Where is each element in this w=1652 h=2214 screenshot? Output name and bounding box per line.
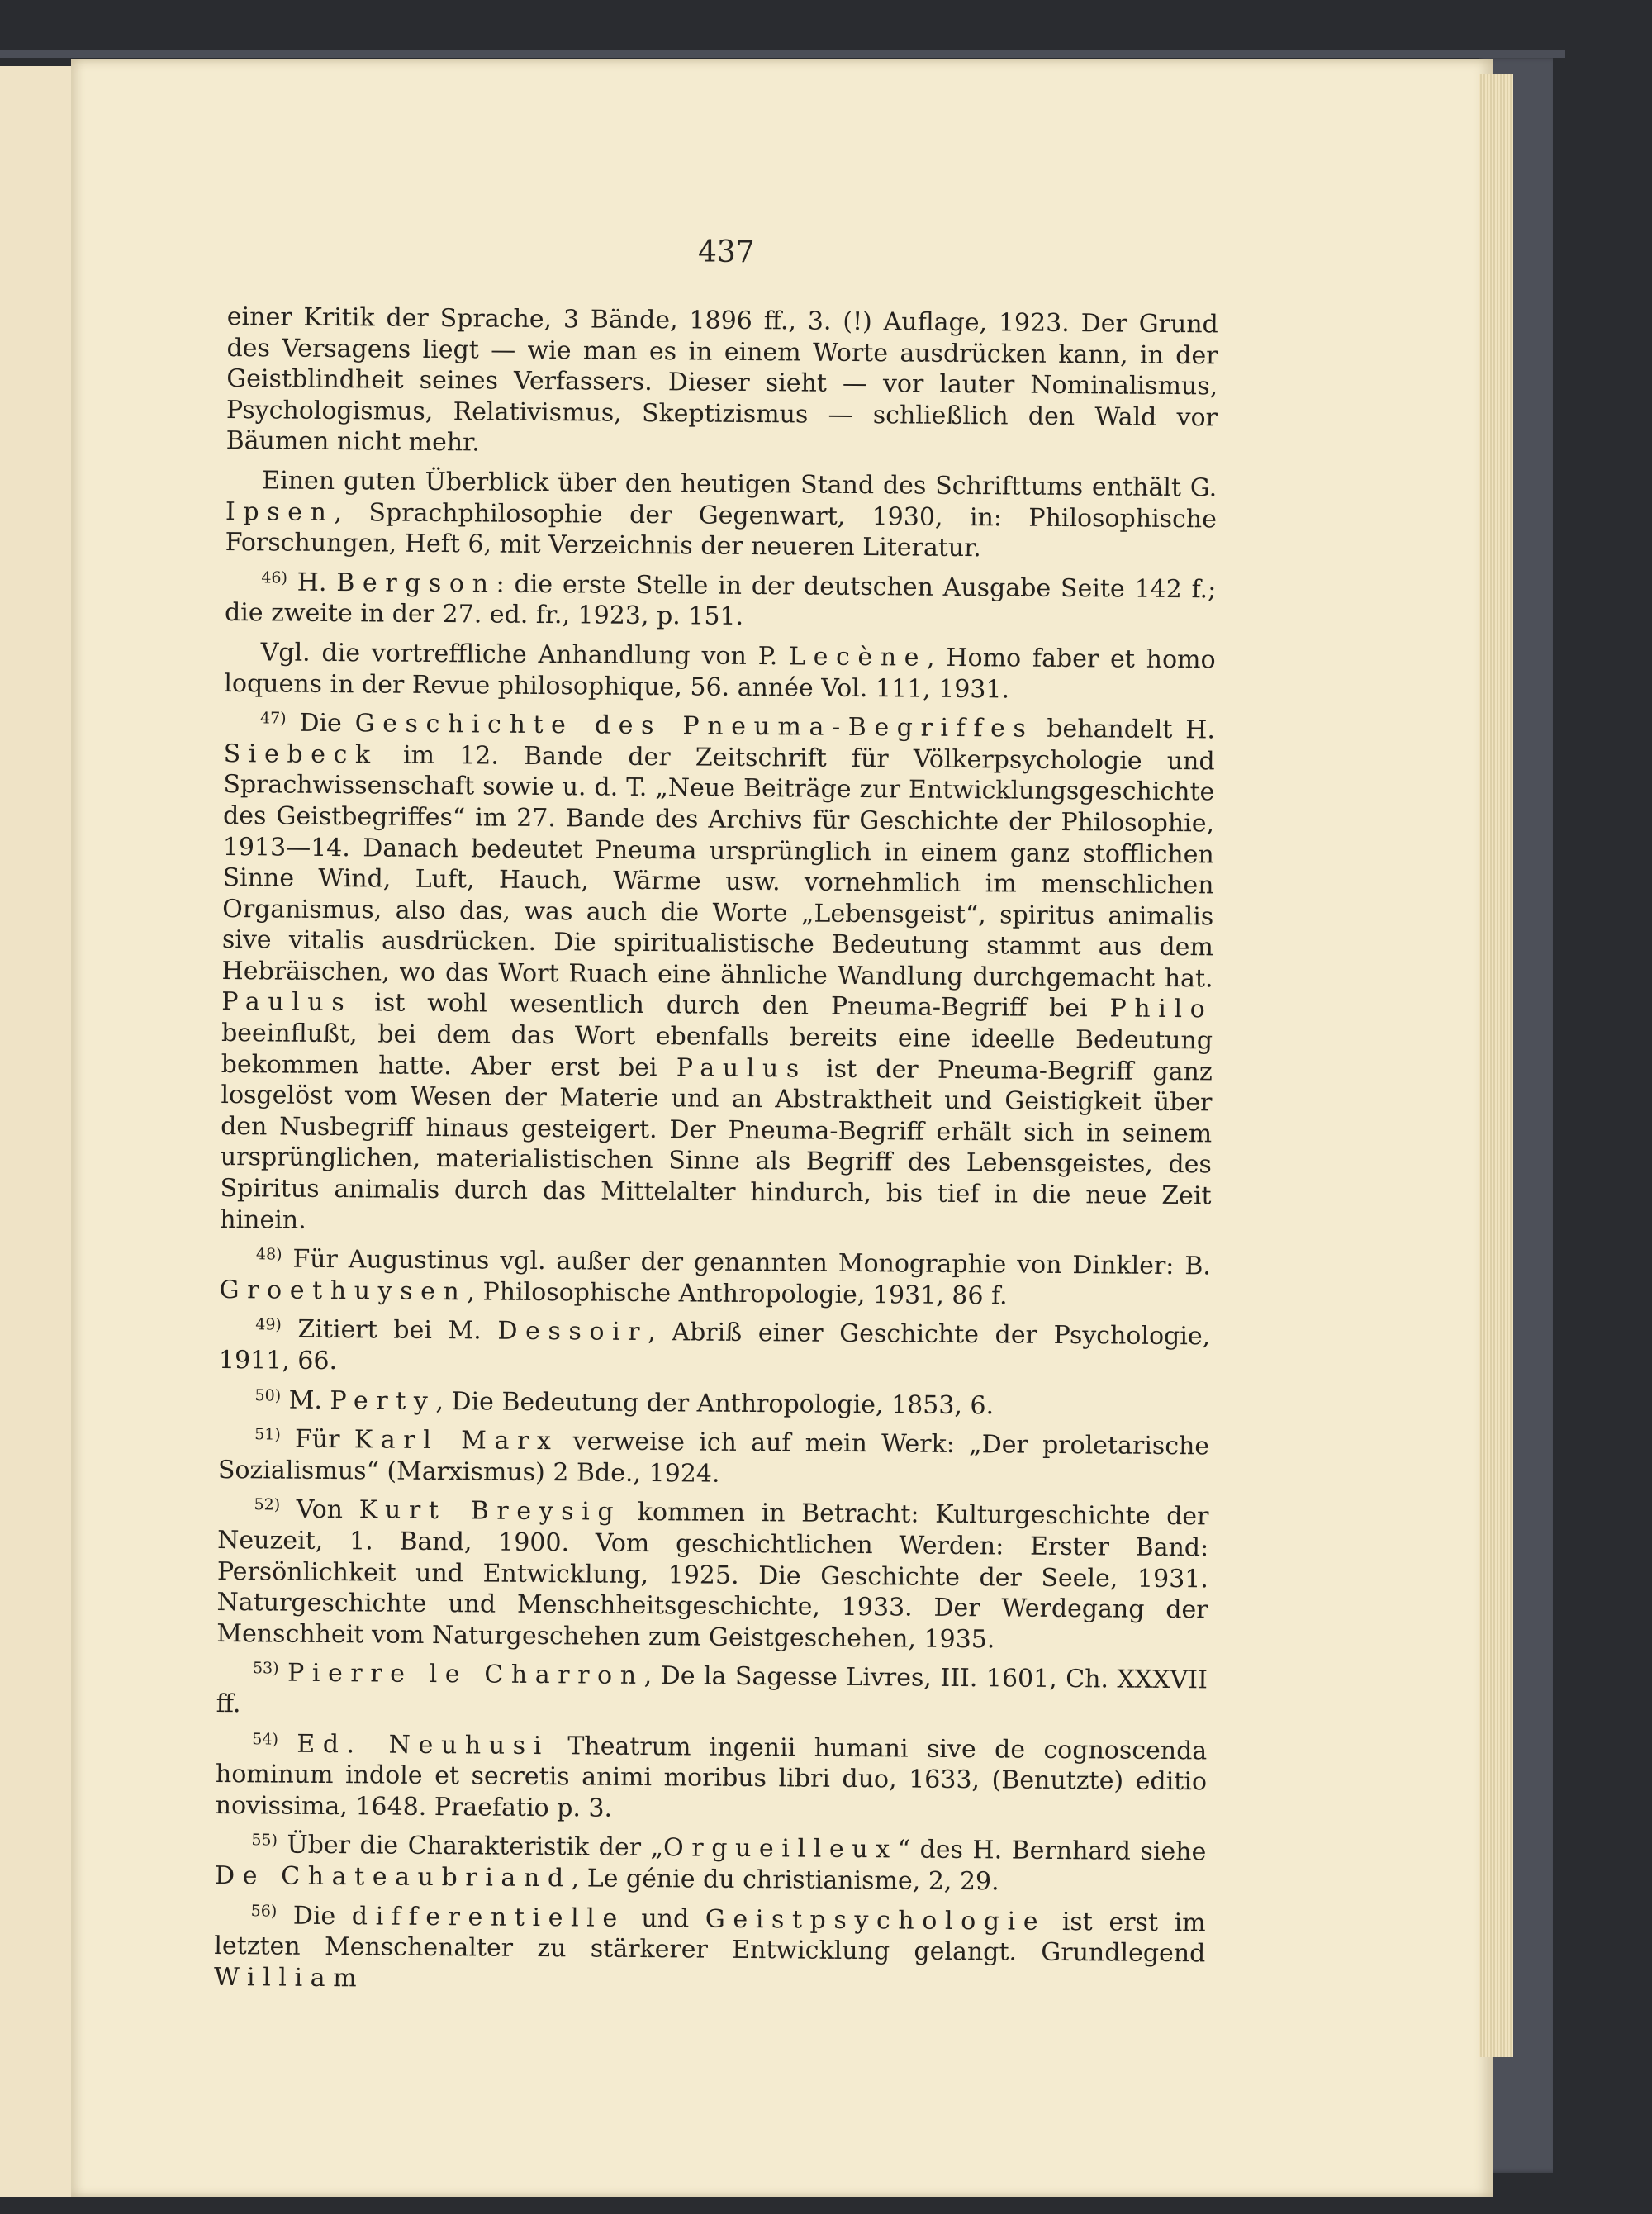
text-run: , Abriß einer Geschichte der Psychologie, 1911, 66. [218,1318,1211,1376]
spaced-name: William [213,1962,365,1993]
footnote-marker: 53) [252,1659,279,1678]
paragraph [225,465,1218,566]
spaced-name: Bergson [336,568,496,599]
book-cover-top-edge [0,50,1565,58]
text-run: ist der Pneuma-Begriff ganz losgelöst vom Wesen der Materie und an Abstraktheit und Geistigkeit über den Nusbegriff hinaus gesteigert. Der Pneuma-Begriff erhält sich in seinem ursprünglichen, materialistischen Sinne als Begriff des Lebensgeistes, des Spiritus animalis durch das Mittelalter hindurch, bis tief in die neue Zeit hinein. [220,1054,1213,1235]
text-run: Theatrum ingenii humani sive de cognoscenda hominum indole et secretis animi moribus libri duo, 1633, (Benutzte) editio novissima, 1648. Praefatio p. 3. [215,1731,1208,1823]
spaced-name: differentielle [351,1901,625,1933]
paragraph [224,637,1216,707]
footnote-46 [225,567,1217,637]
spaced-name: Paulus [676,1052,807,1084]
spaced-name: Philo [1109,994,1213,1024]
spaced-name: Perty [330,1385,436,1416]
footnote-marker: 56) [250,1901,278,1921]
page-fore-edge [1479,74,1513,2057]
footnote-48 [219,1243,1211,1314]
text-run: ist erst im letzten Menschenalter zu stärkerer Entwicklung gelangt. Grundlegend [214,1907,1206,1969]
text-run: Die [277,1901,353,1931]
page-number: 437 [698,235,755,269]
footnote-marker: 47) [259,709,287,728]
footnote-marker: 46) [261,568,288,587]
spaced-name: Ipsen [225,496,335,527]
footnote-52 [216,1494,1208,1656]
spaced-name: Geistpsychologie [705,1904,1047,1936]
spaced-name: Lecène [789,642,928,672]
spaced-name: Geschichte des Pneuma-Begriffes [354,709,1034,744]
text-run: kommen in Betracht: Kulturgeschichte der Neuzeit, 1. Band, 1900. Vom geschichtlichen Werden: Erster Band: Persönlichkeit und Entwicklung, 1925. Die Geschichte der Seele, 1931. Naturgeschichte und Menschheitsgeschichte, 1933. Der Werdegang der Menschheit vom Naturgeschehen zum Geistgeschehen, 1935. [216,1498,1209,1655]
footnote-marker: 48) [255,1245,282,1264]
spaced-name: Paulus [221,987,353,1018]
text-run: , Philosophische Anthropologie, 1931, 86 f. [467,1277,1008,1311]
footnote-56 [214,1899,1206,2000]
spaced-name: De Chateaubriand [214,1860,572,1893]
spaced-name: Kurt Breysig [358,1495,622,1527]
text-run: , De la Sagesse Livres, III. 1601, Ch. XXXVII ff. [216,1661,1208,1719]
text-run [278,1729,297,1758]
text-run: Über die Charakteristik der „ [277,1830,664,1863]
text-run: H. [287,568,337,597]
footnote-marker: 55) [251,1831,278,1850]
footnote-marker: 51) [254,1425,281,1444]
footnote-marker: 50) [254,1385,282,1405]
spaced-name: Groethuysen [219,1275,468,1307]
text-run: , Die Bedeutung der Anthropologie, 1853, 6. [435,1386,995,1420]
footnote-51 [218,1423,1210,1494]
footnote-marker: 49) [255,1315,282,1334]
text-run: Die [286,708,355,739]
spaced-name: Orgueilleux [662,1833,898,1865]
spaced-name: Ed. Neuhusi [297,1729,550,1760]
text-run: und [624,1903,705,1934]
footnote-54 [216,1727,1208,1828]
text-run: , Le génie du christianisme, 2, 29. [571,1864,999,1897]
text-run: Für Augustinus vgl. außer der genannten Monographie von Dinkler: B. [282,1244,1211,1281]
text-run: Vgl. die vortreffliche Anhandlung von P. [260,638,790,672]
footnote-50 [218,1385,1209,1423]
text-run: verweise ich auf mein Werk: „Der proletarische Sozialismus“ (Marxismus) 2 Bde., 1924. [217,1427,1210,1489]
spaced-name: Dessoir [497,1317,648,1347]
text-run: M. [281,1385,330,1415]
paragraph [226,302,1218,464]
text-run: beeinflußt, bei dem das Wort ebenfalls bereits eine ideelle Bedeutung bekommen hatte. Aber erst bei [221,1019,1213,1082]
text-run: , Homo faber et homo loquens in der Revue philosophique, 56. année Vol. 111, 1931. [224,643,1216,704]
text-run: Von [279,1494,359,1525]
text-run: ist wohl wesentlich durch den Pneuma-Begriff bei [352,988,1110,1024]
text-run [278,1659,287,1688]
text-run: , Sprachphilosophie der Gegenwart, 1930, in: Philosophische Forschungen, Heft 6, mit Verzeichnis der neueren Literatur. [225,497,1218,563]
footnote-text-block [214,302,1218,2009]
text-run: Zitiert bei M. [281,1314,498,1347]
text-run: Für [280,1424,354,1455]
text-run: einer Kritik der Sprache, 3 Bände, 1896 ff., 3. (!) Auflage, 1923. Der Grund des Versagens liegt — wie man es in einem Worte ausdrücken kann, in der Geistblindheit seines Verfassers. Dieser sieht — vor lauter Nominalismus, Psychologismus, Relativismus, Skeptizismus — schließlich den Wald vor Bäumen nicht mehr. [225,302,1218,458]
footnote-marker: 54) [252,1729,279,1749]
previous-page-edge [0,66,76,2197]
spaced-name: Siebeck [223,739,378,770]
footnote-49 [219,1314,1211,1384]
text-run: Einen guten Überblick über den heutigen Stand des Schrifttums enthält G. [262,466,1218,503]
footnote-53 [216,1657,1208,1727]
text-run: : die erste Stelle in der deutschen Ausgabe Seite 142 f.; die zweite in der 27. ed. fr., 1923, p. 151. [224,569,1217,632]
footnote-marker: 52) [254,1495,281,1514]
text-run: behandelt H. [1033,714,1216,745]
text-run: im 12. Bande der Zeitschrift für Völkerpsychologie und Sprachwissenschaft sowie u. d. T. „Neue Beiträge zur Entwicklungsgeschichte des Geistbegriffes“ im 27. Bande des Archivs für Geschichte der Philosophie, 1913—14. Danach bedeutet Pneuma ursprünglich in einem ganz stofflichen Sinne Wind, Luft, Hauch, Wärme usw. vornehmlich im menschlichen Organismus, also das, was auch die Worte „Lebensgeist“, spiritus animalis sive vitalis ausdrücken. Die spiritualistische Bedeutung stammt aus dem Hebräischen, wo das Wort Ruach eine ähnliche Wandlung durchgemacht hat. [221,740,1215,994]
text-run: “ des H. Bernhard siehe [897,1835,1207,1867]
spaced-name: Karl Marx [354,1425,559,1456]
footnote-47 [220,707,1215,1242]
spaced-name: Pierre le Charron [287,1658,644,1691]
footnote-55 [215,1829,1207,1899]
